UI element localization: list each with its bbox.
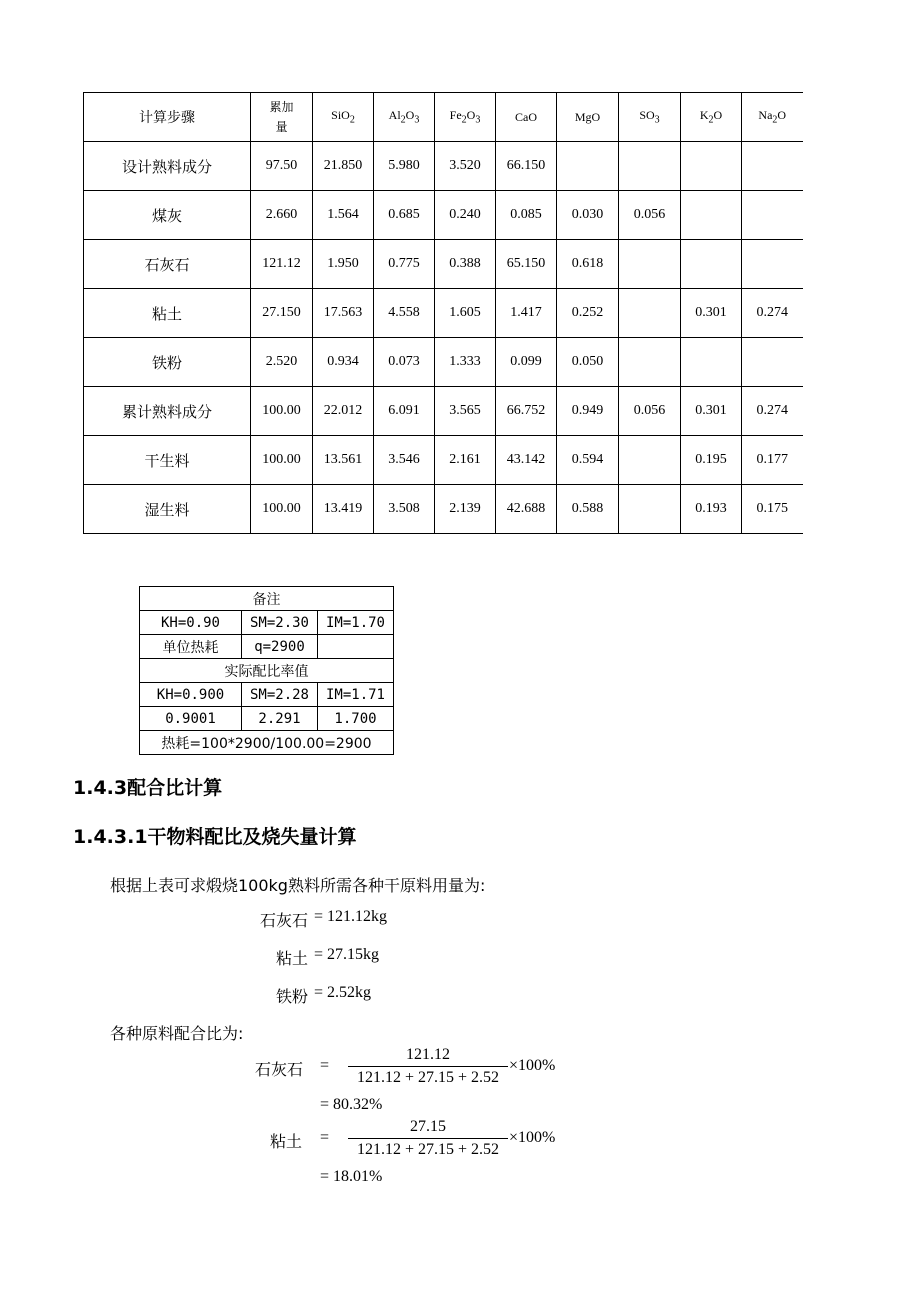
table-cell: 0.252	[557, 289, 619, 338]
table-cell: 0.685	[374, 191, 435, 240]
table-cell: 66.752	[496, 387, 557, 436]
table-cell: 0.274	[742, 289, 803, 338]
table-cell	[742, 191, 803, 240]
table-cell	[619, 338, 681, 387]
table-cell: 0.056	[619, 387, 681, 436]
row-label-cell: 煤灰	[84, 191, 251, 240]
table-cell: 17.563	[313, 289, 374, 338]
amount-label: 铁粉	[275, 987, 308, 1006]
row-label-cell: 设计熟料成分	[84, 142, 251, 191]
row-label-cell: 粘土	[84, 289, 251, 338]
table-row	[84, 485, 803, 534]
ratio-result: = 80.32%	[320, 1096, 383, 1113]
header-cumulative	[251, 93, 313, 142]
table-cell: 0.775	[374, 240, 435, 289]
ratio-equals: =	[320, 1057, 330, 1074]
table-cell: 2.660	[251, 191, 313, 240]
table-cell: 0.594	[557, 436, 619, 485]
ratio-result: = 18.01%	[320, 1168, 383, 1185]
table-body	[84, 142, 803, 534]
table-cell: 3.508	[374, 485, 435, 534]
notes-title: 备注	[140, 587, 394, 611]
table-cell: 0.073	[374, 338, 435, 387]
section-heading: 1.4.3配合比计算	[73, 777, 223, 799]
table-cell: 0.085	[496, 191, 557, 240]
table-cell: 121.12	[251, 240, 313, 289]
notes-footer: 热耗=100*2900/100.00=2900	[140, 731, 394, 755]
fraction-numerator: 27.15	[410, 1118, 446, 1135]
table-cell: 0.588	[557, 485, 619, 534]
composition-table	[83, 92, 803, 534]
table-cell	[742, 142, 803, 191]
table-cell: 0.301	[681, 387, 742, 436]
table-cell: 0.301	[681, 289, 742, 338]
table-cell: 1.564	[313, 191, 374, 240]
table-cell	[681, 240, 742, 289]
notes-sm: SM=2.30	[242, 611, 318, 635]
table-cell	[619, 289, 681, 338]
amount-value: = 27.15kg	[314, 946, 380, 963]
ratio-intro-paragraph: 各种原料配合比为:	[110, 1024, 244, 1043]
table-row	[84, 191, 803, 240]
amount-value: = 121.12kg	[314, 908, 388, 925]
ratio-fraction	[348, 1044, 508, 1089]
table-cell: 2.520	[251, 338, 313, 387]
fraction-numerator: 121.12	[406, 1046, 450, 1063]
notes-heat-label: 单位热耗	[140, 635, 242, 659]
table-cell: 4.558	[374, 289, 435, 338]
table-cell: 0.175	[742, 485, 803, 534]
table-cell: 0.934	[313, 338, 374, 387]
header-al2o3: $Al_2O_3$	[374, 93, 435, 142]
table-cell	[619, 240, 681, 289]
table-cell: 21.850	[313, 142, 374, 191]
row-label-cell: 湿生料	[84, 485, 251, 534]
row-label-cell: 石灰石	[84, 240, 251, 289]
table-cell: 3.565	[435, 387, 496, 436]
notes-heat-value: q=2900	[242, 635, 318, 659]
table-cell: 1.417	[496, 289, 557, 338]
table-cell	[681, 191, 742, 240]
table-cell: 0.949	[557, 387, 619, 436]
table-cell: 3.520	[435, 142, 496, 191]
table-cell: 66.150	[496, 142, 557, 191]
ratio-label: 粘土	[270, 1132, 303, 1151]
notes-im: IM=1.70	[318, 611, 394, 635]
header-mgo: MgO	[557, 93, 619, 142]
header-fe2o3: $Fe_2O_3$	[435, 93, 496, 142]
notes-heat-row	[140, 635, 394, 659]
header-so3: $SO_3$	[619, 93, 681, 142]
table-cell: 43.142	[496, 436, 557, 485]
header-cao: CaO	[496, 93, 557, 142]
header-calc-step: 计算步骤	[84, 93, 251, 142]
table-row	[84, 436, 803, 485]
table-cell	[742, 338, 803, 387]
notes-subtitle: 实际配比率值	[140, 659, 394, 683]
table-row	[84, 289, 803, 338]
table-cell: 13.561	[313, 436, 374, 485]
table-cell: 0.240	[435, 191, 496, 240]
subsection-heading: 1.4.3.1干物料配比及烧失量计算	[73, 826, 357, 848]
row-label-cell: 铁粉	[84, 338, 251, 387]
table-cell: 0.274	[742, 387, 803, 436]
table-cell	[557, 142, 619, 191]
table-cell: 6.091	[374, 387, 435, 436]
table-row	[84, 240, 803, 289]
row-label-cell: 累计熟料成分	[84, 387, 251, 436]
notes-value-sm: 2.291	[242, 707, 318, 731]
ratio-multiplier: ×100%	[509, 1057, 556, 1074]
table-cell	[619, 142, 681, 191]
notes-value-im: 1.700	[318, 707, 394, 731]
fraction-denominator: 121.12 + 27.15 + 2.52	[356, 1141, 500, 1158]
table-cell: 100.00	[251, 436, 313, 485]
table-cell	[742, 240, 803, 289]
row-label-cell: 干生料	[84, 436, 251, 485]
table-cell	[681, 142, 742, 191]
table-cell: 2.139	[435, 485, 496, 534]
header-cumulative-line2: 量	[275, 120, 288, 134]
header-cumulative-line1: 累加	[269, 100, 294, 114]
ratio-label: 石灰石	[255, 1060, 304, 1079]
table-cell: 97.50	[251, 142, 313, 191]
notes-subtitle-row	[140, 659, 394, 683]
table-cell: 27.150	[251, 289, 313, 338]
table-cell: 0.195	[681, 436, 742, 485]
header-na2o: $Na_2O$	[742, 93, 803, 142]
ratio-multiplier: ×100%	[509, 1129, 556, 1146]
table-row	[84, 387, 803, 436]
table-cell: 0.030	[557, 191, 619, 240]
amounts-block	[0, 908, 920, 1018]
notes-actual-sm: SM=2.28	[242, 683, 318, 707]
table-cell: 22.012	[313, 387, 374, 436]
notes-actual-kh: KH=0.900	[140, 683, 242, 707]
table-cell	[619, 436, 681, 485]
table-cell: 0.618	[557, 240, 619, 289]
table-cell: 0.388	[435, 240, 496, 289]
notes-heat-empty	[318, 635, 394, 659]
fraction-denominator: 121.12 + 27.15 + 2.52	[356, 1069, 500, 1086]
table-cell: 0.050	[557, 338, 619, 387]
table-cell: 0.099	[496, 338, 557, 387]
table-row	[84, 338, 803, 387]
header-sio2: SiO$_2$	[313, 93, 374, 142]
table-cell: 5.980	[374, 142, 435, 191]
table-header-row	[84, 93, 803, 142]
amount-label: 粘土	[275, 949, 308, 968]
notes-design-ratio-row	[140, 611, 394, 635]
table-cell: 3.546	[374, 436, 435, 485]
table-cell: 2.161	[435, 436, 496, 485]
notes-value-kh: 0.9001	[140, 707, 242, 731]
notes-kh: KH=0.90	[140, 611, 242, 635]
table-cell: 100.00	[251, 485, 313, 534]
table-cell: 1.605	[435, 289, 496, 338]
table-cell: 65.150	[496, 240, 557, 289]
table-cell: 13.419	[313, 485, 374, 534]
table-cell: 0.177	[742, 436, 803, 485]
amount-value: = 2.52kg	[314, 984, 372, 1001]
header-k2o: $K_2O$	[681, 93, 742, 142]
notes-title-row	[140, 587, 394, 611]
notes-values-row	[140, 707, 394, 731]
amount-label: 石灰石	[259, 911, 308, 930]
intro-paragraph: 根据上表可求煅烧100kg熟料所需各种干原料用量为:	[110, 876, 486, 895]
notes-actual-ratio-row	[140, 683, 394, 707]
ratio-equals: =	[320, 1129, 330, 1146]
table-cell: 100.00	[251, 387, 313, 436]
table-cell: 42.688	[496, 485, 557, 534]
table-cell: 1.333	[435, 338, 496, 387]
table-row	[84, 142, 803, 191]
notes-footer-row	[140, 731, 394, 755]
notes-table	[139, 586, 394, 755]
table-cell	[681, 338, 742, 387]
table-cell: 0.193	[681, 485, 742, 534]
table-cell: 0.056	[619, 191, 681, 240]
ratio-fraction	[348, 1116, 508, 1161]
table-cell: 1.950	[313, 240, 374, 289]
table-cell	[619, 485, 681, 534]
notes-actual-im: IM=1.71	[318, 683, 394, 707]
